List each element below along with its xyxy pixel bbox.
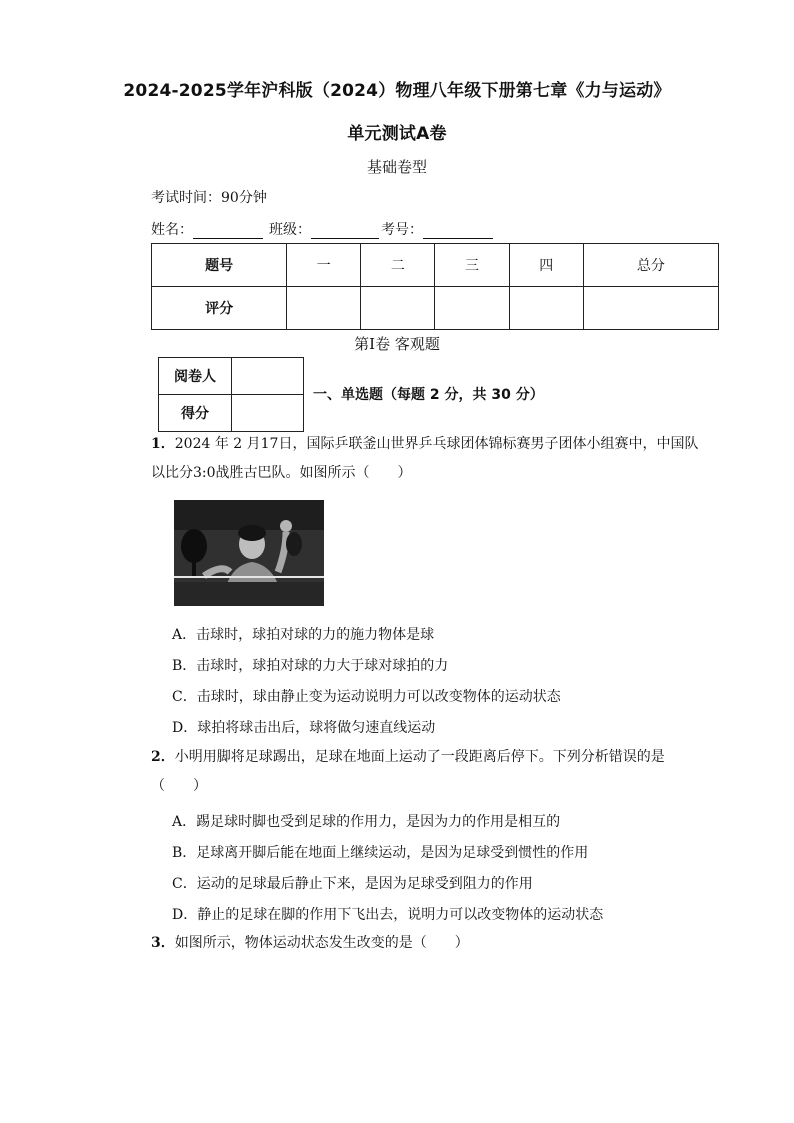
reviewer-cell[interactable] xyxy=(232,358,304,395)
question-3 xyxy=(151,929,721,958)
question-1-option-d[interactable]: D．球拍将球击出后，球将做匀速直线运动 xyxy=(172,720,436,736)
part-title: 第Ⅰ卷 客观题 xyxy=(354,335,440,353)
question-2 xyxy=(151,743,721,801)
question-1-option-b[interactable]: B．击球时，球拍对球的力大于球对球拍的力 xyxy=(172,658,449,674)
score-table-score-row xyxy=(152,287,719,330)
class-label: 班级： xyxy=(269,222,311,238)
score-header-cell: 二 xyxy=(361,244,435,287)
exam-time: 考试时间：90分钟 xyxy=(151,190,267,206)
grader-score-label: 得分 xyxy=(159,395,232,432)
score-header-cell: 三 xyxy=(435,244,509,287)
score-header-cell: 总分 xyxy=(583,244,718,287)
table-tennis-photo xyxy=(174,500,324,606)
question-number: 2． xyxy=(151,749,175,765)
name-blank[interactable] xyxy=(193,224,263,239)
exam-no-blank[interactable] xyxy=(423,224,493,239)
student-info-row xyxy=(151,219,499,239)
score-cell[interactable] xyxy=(435,287,509,330)
score-header-cell: 一 xyxy=(287,244,361,287)
question-stem: 如图所示，物体运动状态发生改变的是（ ） xyxy=(174,935,469,951)
score-table-header-row xyxy=(152,244,719,287)
score-header-cell: 四 xyxy=(509,244,583,287)
reviewer-label: 阅卷人 xyxy=(159,358,232,395)
question-1-option-c[interactable]: C．击球时，球由静止变为运动说明力可以改变物体的运动状态 xyxy=(172,689,561,705)
score-cell[interactable] xyxy=(361,287,435,330)
question-2-option-b[interactable]: B．足球离开脚后能在地面上继续运动，是因为足球受到惯性的作用 xyxy=(172,845,589,861)
grader-score-cell[interactable] xyxy=(232,395,304,432)
question-stem-continued: （ ） xyxy=(151,778,207,794)
question-2-option-c[interactable]: C．运动的足球最后静止下来，是因为足球受到阻力的作用 xyxy=(172,876,533,892)
question-1-option-a[interactable]: A．击球时，球拍对球的力的施力物体是球 xyxy=(172,627,435,643)
question-2-option-a[interactable]: A．踢足球时脚也受到足球的作用力，是因为力的作用是相互的 xyxy=(172,814,561,830)
score-header-cell: 题号 xyxy=(152,244,287,287)
score-table xyxy=(151,243,719,330)
section-heading: 一、单选题（每题 2 分，共 30 分） xyxy=(313,387,544,403)
question-1 xyxy=(151,430,721,488)
question-2-option-d[interactable]: D．静止的足球在脚的作用下飞出去，说明力可以改变物体的运动状态 xyxy=(172,907,604,923)
score-cell[interactable] xyxy=(509,287,583,330)
player-illustration xyxy=(174,500,324,606)
score-cell[interactable] xyxy=(583,287,718,330)
question-number: 3． xyxy=(151,935,175,951)
class-blank[interactable] xyxy=(311,224,379,239)
question-stem-continued: 以比分3:0战胜古巴队。如图所示（ ） xyxy=(151,465,412,481)
exam-title-line2: 单元测试A卷 xyxy=(347,124,447,144)
name-label: 姓名： xyxy=(151,222,193,238)
question-number: 1． xyxy=(151,436,175,452)
score-row-label: 评分 xyxy=(152,287,287,330)
exam-no-label: 考号： xyxy=(381,222,423,238)
grader-table xyxy=(158,357,304,432)
exam-title-line1: 2024-2025学年沪科版（2024）物理八年级下册第七章《力与运动》 xyxy=(123,81,671,101)
exam-subtitle: 基础卷型 xyxy=(366,158,427,176)
score-cell[interactable] xyxy=(287,287,361,330)
question-stem: 小明用脚将足球踢出，足球在地面上运动了一段距离后停下。下列分析错误的是 xyxy=(174,749,665,765)
question-stem: 2024 年 2 月17日，国际乒联釜山世界乒乓球团体锦标赛男子团体小组赛中，中国队 xyxy=(174,436,699,452)
